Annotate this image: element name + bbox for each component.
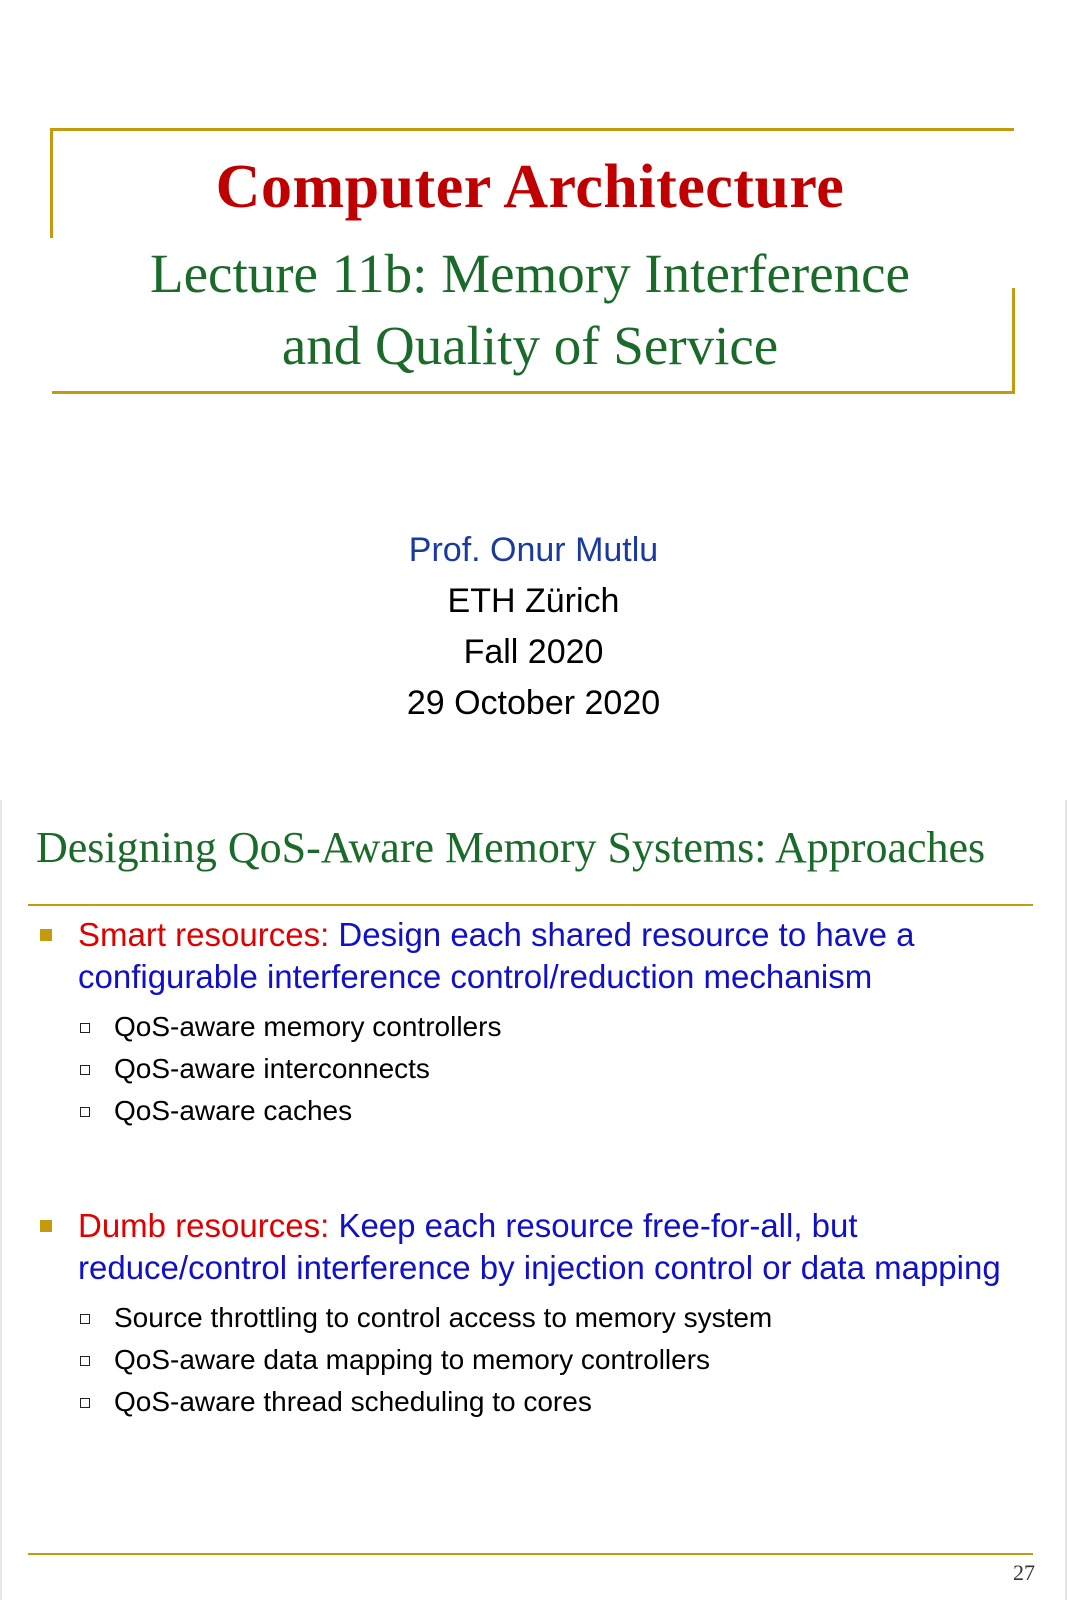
bullet-lead: Dumb resources:: [78, 1207, 330, 1244]
title-rule: [28, 904, 1033, 906]
hollow-square-bullet-icon: [80, 1107, 90, 1117]
sub-bullet: [36, 1297, 1036, 1339]
frame-top-rule: [52, 128, 1014, 131]
sub-bullet-text: QoS-aware interconnects: [114, 1053, 430, 1084]
bullet-dumb-resources: [36, 1205, 1036, 1423]
sub-bullet: [36, 1006, 1036, 1048]
sub-bullet-text: QoS-aware memory controllers: [114, 1011, 502, 1042]
course-title: Computer Architecture: [215, 153, 845, 221]
term: Fall 2020: [463, 633, 604, 671]
sub-bullet-text: QoS-aware caches: [114, 1095, 353, 1126]
sub-bullet-list: [36, 1297, 1036, 1423]
hollow-square-bullet-icon: [80, 1398, 90, 1408]
page-number: 27: [1013, 1560, 1035, 1585]
sub-bullet-text: QoS-aware data mapping to memory controllers: [114, 1344, 711, 1375]
slide-title: Designing QoS-Aware Memory Systems: Approaches: [36, 823, 986, 872]
frame-right-rule: [1012, 288, 1015, 394]
bullet-smart-resources: [36, 914, 1036, 1132]
square-bullet-icon: [40, 1220, 52, 1232]
footer-rule: [28, 1553, 1033, 1555]
bullet-lead: Smart resources:: [78, 916, 330, 953]
author-name: Prof. Onur Mutlu: [408, 531, 659, 569]
hollow-square-bullet-icon: [80, 1356, 90, 1366]
bullet-main: [36, 914, 1036, 998]
hollow-square-bullet-icon: [80, 1023, 90, 1033]
sub-bullet: [36, 1048, 1036, 1090]
sub-bullet-text: QoS-aware thread scheduling to cores: [114, 1386, 592, 1417]
content-slide: [0, 800, 1067, 1600]
hollow-square-bullet-icon: [80, 1314, 90, 1324]
slide-border-left: [0, 800, 2, 1600]
lecture-subtitle: [60, 238, 1000, 382]
bullet-main: [36, 1205, 1036, 1289]
hollow-square-bullet-icon: [80, 1065, 90, 1075]
subtitle-line-1: Lecture 11b: Memory Interference: [150, 243, 910, 304]
subtitle-line-2: and Quality of Service: [281, 315, 779, 376]
square-bullet-icon: [40, 929, 52, 941]
sub-bullet: [36, 1381, 1036, 1423]
sub-bullet: [36, 1339, 1036, 1381]
sub-bullet: [36, 1090, 1036, 1132]
bullet-text: Keep each resource free-for-all, but reduce/control interference by injection control or data mapping: [78, 1207, 1001, 1286]
institution: ETH Zürich: [447, 582, 620, 620]
sub-bullet-text: Source throttling to control access to memory system: [114, 1302, 773, 1333]
lecture-date: 29 October 2020: [406, 684, 661, 722]
sub-bullet-list: [36, 1006, 1036, 1132]
frame-left-rule: [50, 128, 53, 238]
bullet-text: Design each shared resource to have a configurable interference control/reduction mechanism: [78, 916, 915, 995]
frame-bottom-rule: [52, 391, 1014, 394]
author-block: [0, 525, 1067, 729]
